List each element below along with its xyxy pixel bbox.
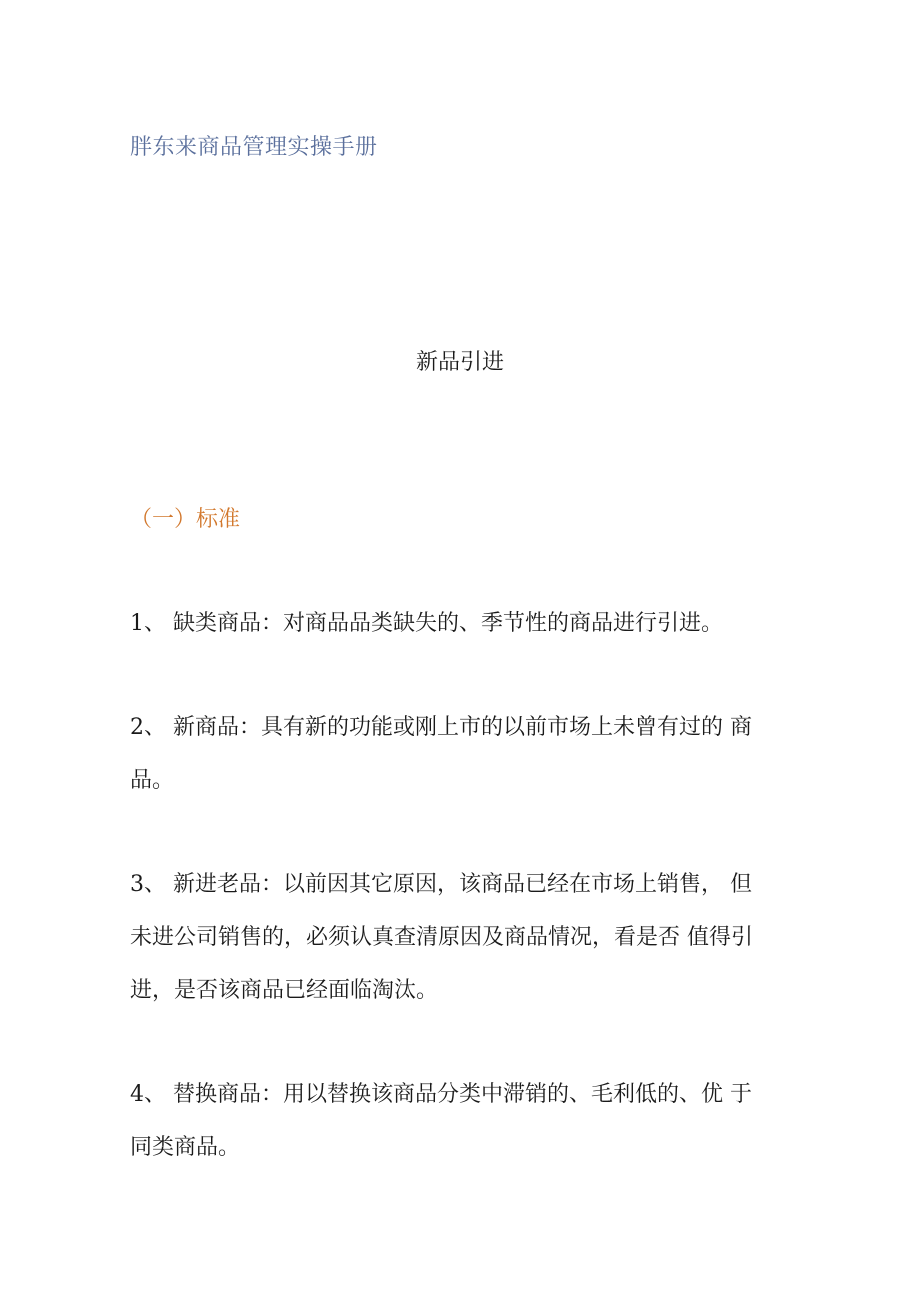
list-item-line: 1、 缺类商品：对商品品类缺失的、季节性的商品进行引进。: [130, 611, 723, 636]
section-title: 新品引进: [415, 350, 504, 375]
list-item: [130, 858, 780, 1017]
list-item-line: 4、 替换商品：用以替换该商品分类中滞销的、毛利低的、优 于: [130, 1082, 752, 1107]
list-item: [130, 1068, 780, 1174]
list-item: [130, 597, 780, 650]
list-item: [130, 701, 780, 807]
list-item-line: 2、 新商品：具有新的功能或刚上市的以前市场上未曾有过的 商: [130, 715, 752, 740]
sub-heading: （一）标准: [130, 507, 241, 532]
list-item-line: 进，是否该商品已经面临淘汰。: [130, 978, 439, 1003]
list-item-line: 同类商品。: [130, 1135, 241, 1160]
list-item-line: 未进公司销售的，必须认真查清原因及商品情况，看是否 值得引: [130, 925, 753, 950]
list-item-line: 3、 新进老品：以前因其它原因，该商品已经在市场上销售， 但: [130, 872, 752, 897]
document-header: 胖东来商品管理实操手册: [130, 135, 378, 160]
list-item-line: 品。: [130, 768, 175, 793]
